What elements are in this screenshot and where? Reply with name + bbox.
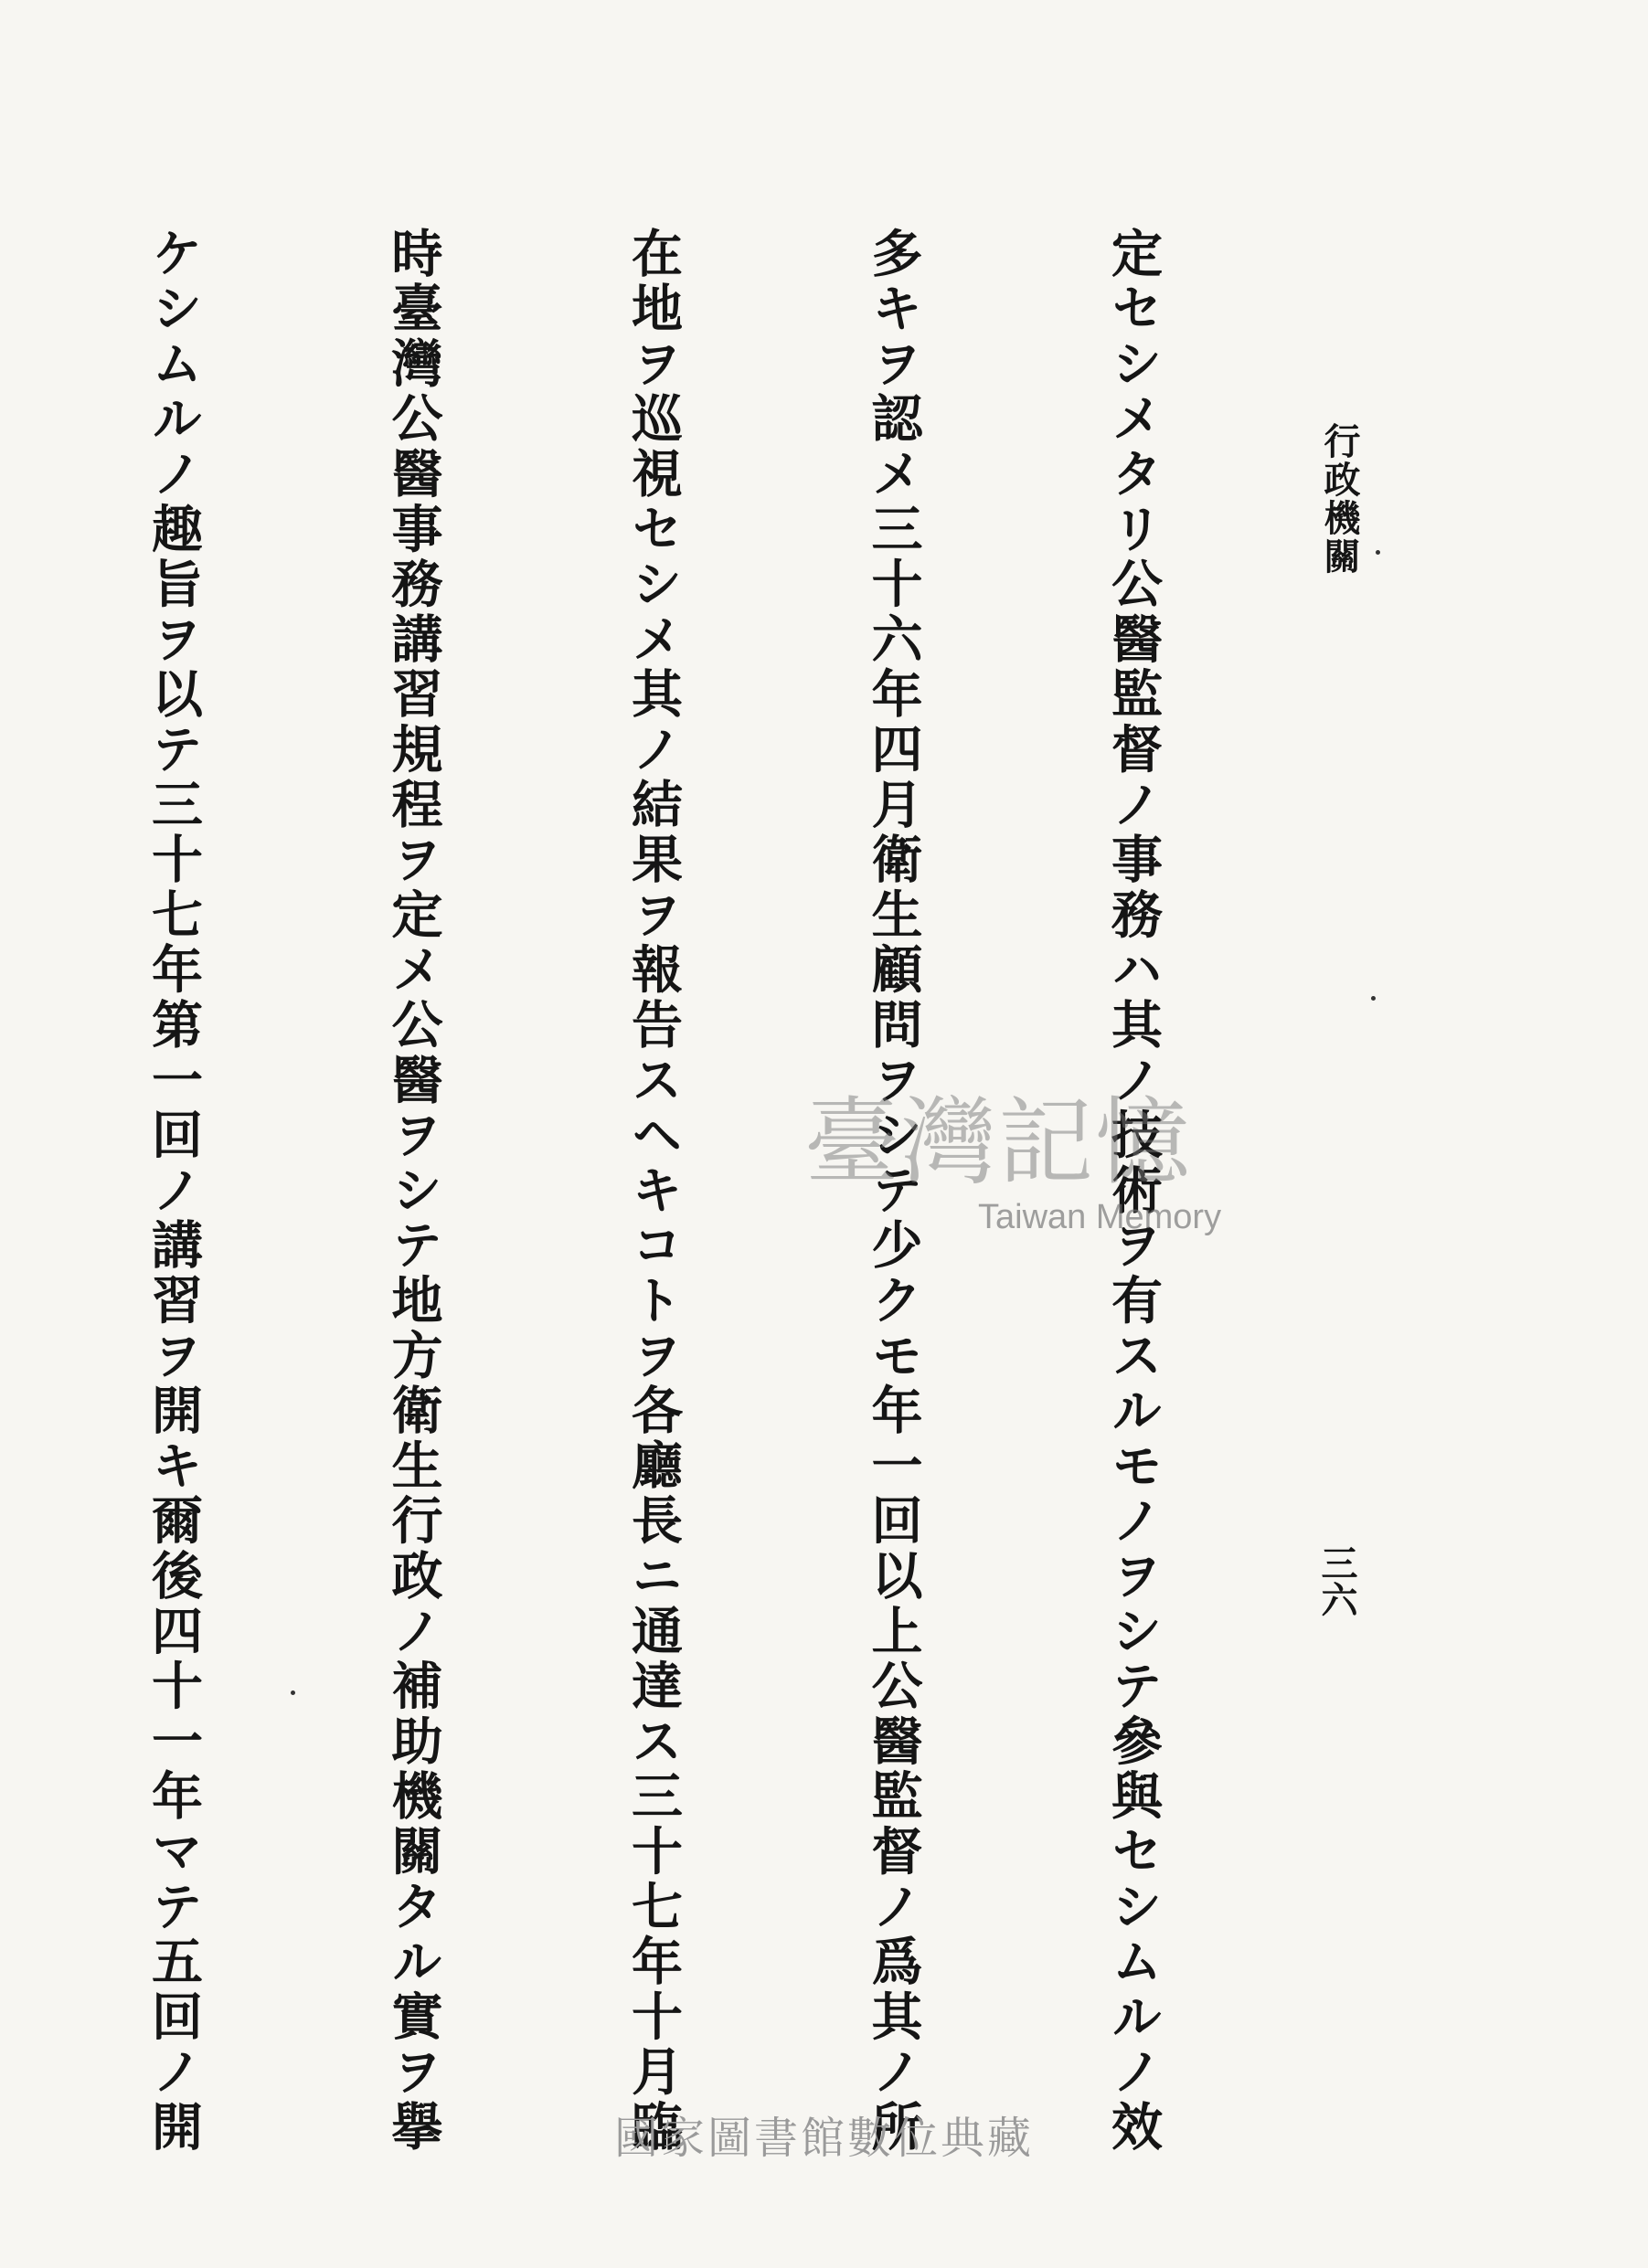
text-column-4: 時臺灣公醫事務講習規程ヲ定メ公醫ヲシテ地方衛生行政ノ補助機關タル實ヲ擧: [383, 227, 444, 2156]
text-column-5: ケシムルノ趣旨ヲ以テ三十七年第一回ノ講習ヲ開キ爾後四十一年マテ五回ノ開: [144, 227, 204, 2156]
scan-speck: [1376, 550, 1380, 555]
text-column-2: 多キヲ認メ三十六年四月衛生顧問ヲシテ少クモ年一回以上公醫監督ノ爲其ノ所: [863, 227, 924, 2156]
running-head: 行政機關: [1318, 422, 1361, 576]
watermark-subtitle: Taiwan Memory: [978, 1198, 1222, 1236]
scan-speck: [291, 1690, 295, 1695]
watermark-title: 臺灣記憶: [804, 1086, 1193, 1198]
scan-speck: [1371, 996, 1376, 1001]
text-column-1: 定セシメタリ公醫監督ノ事務ハ其ノ技術ヲ有スルモノヲシテ參與セシムルノ效: [1103, 227, 1164, 2156]
archive-caption: 國家圖書館數位典藏: [613, 2113, 1034, 2164]
page-number: 三六: [1315, 1544, 1358, 1617]
text-column-3: 在地ヲ巡視セシメ其ノ結果ヲ報告スヘキコトヲ各廳長ニ通達ス三十七年十月臨: [623, 227, 684, 2156]
